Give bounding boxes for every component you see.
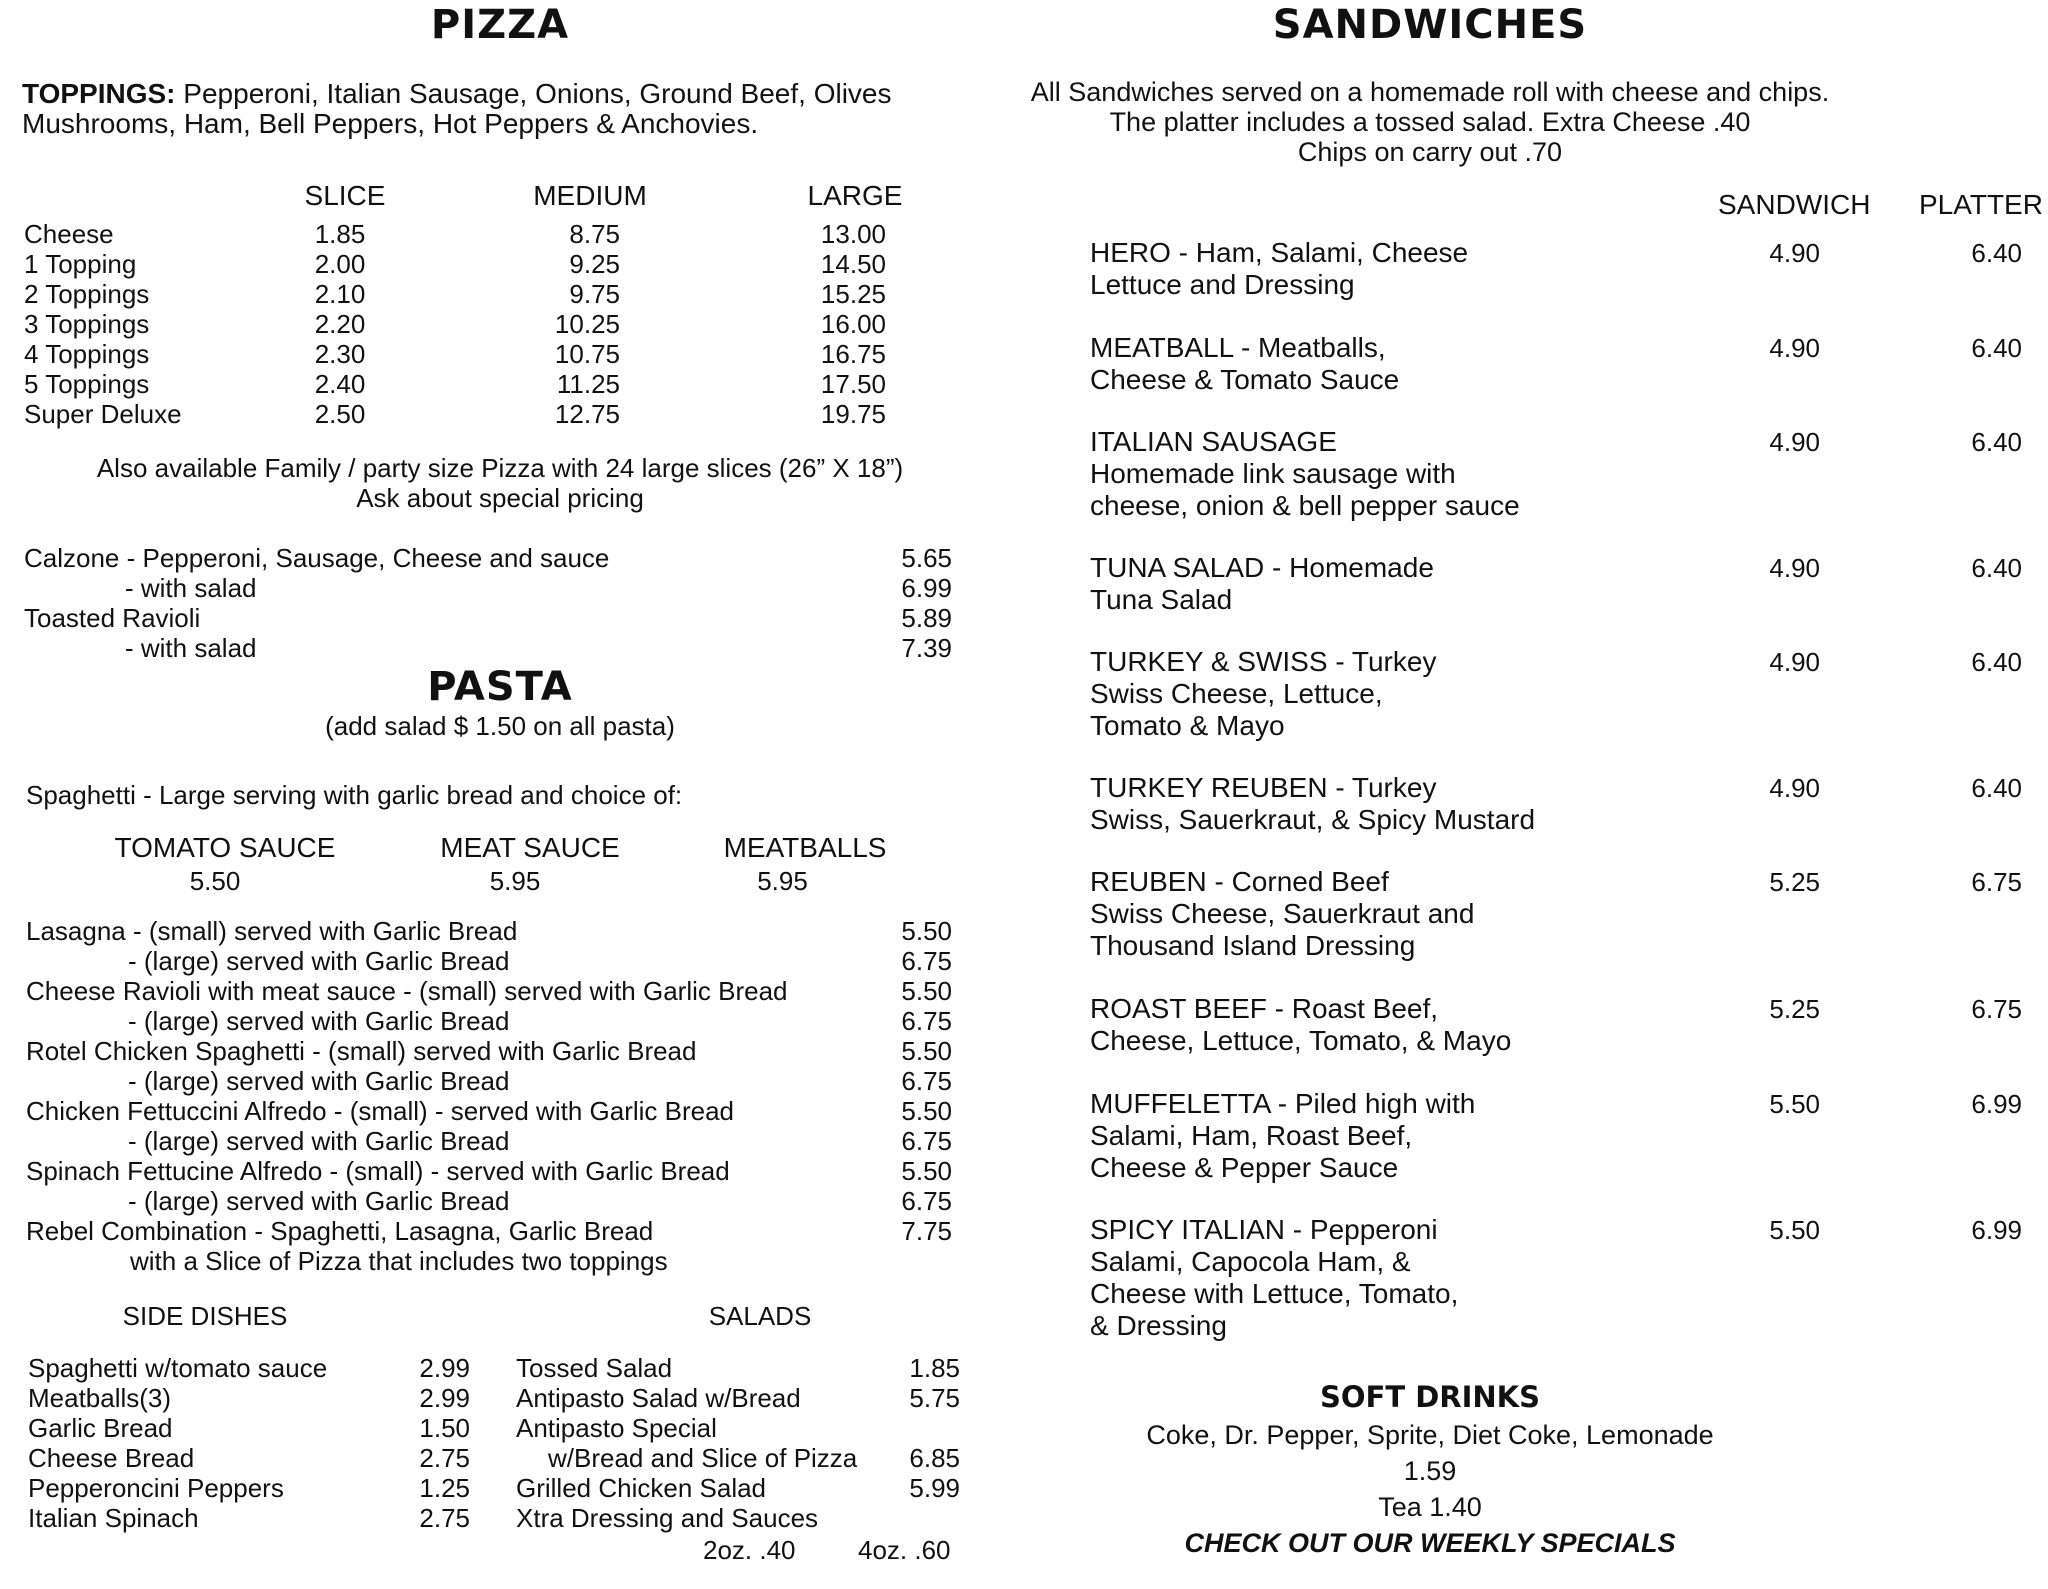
platter-price: 6.40 [1971, 238, 2022, 268]
soft-drinks-price: 1.59 [1403, 1456, 1457, 1486]
sandwich-line: SPICY ITALIAN - Pepperoni [1090, 1214, 1438, 1245]
pizza-medium-price: 10.25 [554, 309, 620, 339]
col-sandwich-header: SANDWICH [1718, 189, 1871, 220]
pasta-price: 6.75 [901, 1066, 952, 1096]
platter-price: 6.40 [1971, 553, 2022, 583]
side-dish-name: Meatballs(3) [28, 1383, 172, 1413]
pizza-large-price: 16.75 [820, 339, 886, 369]
platter-price: 6.40 [1971, 427, 2022, 457]
extra-item: Toasted Ravioli [24, 603, 201, 633]
platter-price: 6.40 [1971, 333, 2022, 363]
sauce-name: TOMATO SAUCE [114, 832, 336, 863]
sandwich-item [1090, 1214, 1458, 1342]
pizza-slice-price: 2.30 [314, 339, 366, 369]
pasta-item: Cheese Ravioli with meat sauce - (small) served with Garlic Bread [26, 976, 788, 1006]
sandwich-price: 5.25 [1769, 867, 1820, 897]
pizza-large-price: 17.50 [820, 369, 886, 399]
pizza-row-name: 4 Toppings [24, 339, 150, 369]
pasta-price: 6.75 [901, 1006, 952, 1036]
pizza-row-name: 1 Topping [24, 249, 137, 279]
side-dish-price: 2.75 [419, 1503, 470, 1533]
sandwich-line: Thousand Island Dressing [1090, 930, 1416, 961]
pizza-title: PIZZA [430, 2, 570, 48]
toppings-line-1 [22, 78, 892, 110]
pasta-item: - (large) served with Garlic Bread [128, 1066, 510, 1096]
pizza-slice-price: 2.50 [314, 399, 366, 429]
toppings-list-1: Pepperoni, Italian Sausage, Onions, Ground Beef, Olives [183, 78, 892, 109]
pizza-large-price: 16.00 [820, 309, 886, 339]
pizza-row-name: 5 Toppings [24, 369, 150, 399]
sandwich-price: 4.90 [1769, 333, 1820, 363]
pasta-item: Rotel Chicken Spaghetti - (small) served with Garlic Bread [26, 1036, 697, 1066]
tea-price: Tea 1.40 [1378, 1492, 1482, 1522]
sandwich-item [1090, 646, 1436, 742]
pizza-slice-price: 2.40 [314, 369, 366, 399]
sandwiches-intro-1: All Sandwiches served on a homemade roll with cheese and chips. [1030, 77, 1830, 107]
salad-names [516, 1353, 857, 1533]
pasta-price: 6.75 [901, 1126, 952, 1156]
pizza-medium-price: 9.75 [569, 279, 620, 309]
pizza-col-medium: MEDIUM [533, 180, 647, 211]
sandwich-line: ROAST BEEF - Roast Beef, [1090, 993, 1439, 1024]
pasta-subtitle: (add salad $ 1.50 on all pasta) [325, 711, 675, 741]
sandwich-line: Cheese & Pepper Sauce [1090, 1152, 1399, 1183]
pasta-item: - (large) served with Garlic Bread [128, 1006, 510, 1036]
sandwich-line: Cheese & Tomato Sauce [1090, 364, 1400, 395]
pizza-row-name: 3 Toppings [24, 309, 150, 339]
salad-name: Antipasto Special [516, 1413, 717, 1443]
pasta-item: - (large) served with Garlic Bread [128, 1126, 510, 1156]
pizza-col-slice: SLICE [304, 180, 386, 211]
sandwich-item [1090, 552, 1434, 616]
sandwich-price: 5.50 [1769, 1215, 1820, 1245]
side-dish-price: 1.50 [419, 1413, 470, 1443]
sandwich-line: TURKEY & SWISS - Turkey [1090, 646, 1437, 677]
pizza-medium-price: 10.75 [554, 339, 620, 369]
pizza-medium-price: 8.75 [569, 219, 620, 249]
side-dish-name: Pepperoncini Peppers [28, 1473, 284, 1503]
pizza-large-prices [786, 219, 886, 429]
side-dish-price: 1.25 [419, 1473, 470, 1503]
platter-price: 6.99 [1971, 1215, 2022, 1245]
sandwich-item [1090, 1088, 1475, 1184]
sandwich-price: 5.25 [1769, 994, 1820, 1024]
sandwich-line: Swiss, Sauerkraut, & Spicy Mustard [1090, 804, 1536, 835]
family-size-note: Also available Family / party size Pizza with 24 large slices (26” X 18”) [96, 453, 904, 483]
sandwich-price: 4.90 [1769, 647, 1820, 677]
platter-price: 6.99 [1971, 1089, 2022, 1119]
sandwich-item [1090, 866, 1474, 962]
pasta-price: 7.75 [901, 1216, 952, 1246]
extra-item: Calzone - Pepperoni, Sausage, Cheese and sauce [24, 543, 610, 573]
sandwich-line: MEATBALL - Meatballs, [1090, 332, 1386, 363]
sauce-price: 5.50 [189, 866, 241, 896]
sauce-price: 5.95 [757, 866, 808, 896]
salad-price: 5.75 [909, 1383, 960, 1413]
pasta-price: 5.50 [901, 1156, 952, 1186]
extra-price: 5.65 [901, 543, 952, 573]
pasta-item: Chicken Fettuccini Alfredo - (small) - served with Garlic Bread [26, 1096, 735, 1126]
platter-price: 6.40 [1971, 773, 2022, 803]
sandwich-line: Homemade link sausage with [1090, 458, 1456, 489]
pasta-item: Spinach Fettucine Alfredo - (small) - served with Garlic Bread [26, 1156, 730, 1186]
pizza-large-price: 19.75 [820, 399, 886, 429]
pasta-price: 5.50 [901, 916, 952, 946]
side-dish-name: Spaghetti w/tomato sauce [28, 1353, 328, 1383]
salads-title: SALADS [708, 1301, 812, 1331]
sandwich-line: MUFFELETTA - Piled high with [1090, 1088, 1476, 1119]
extra-price: 5.89 [901, 603, 952, 633]
weekly-specials: CHECK OUT OUR WEEKLY SPECIALS [1184, 1528, 1676, 1558]
sandwich-item [1090, 772, 1535, 836]
platter-price: 6.75 [1971, 867, 2022, 897]
sandwich-line: Lettuce and Dressing [1090, 269, 1355, 300]
sandwich-item [1090, 332, 1399, 396]
sandwich-line: Salami, Ham, Roast Beef, [1090, 1120, 1413, 1151]
extra-item: - with salad [125, 573, 257, 603]
sandwich-line: Swiss Cheese, Lettuce, [1090, 678, 1383, 709]
salad-name: Tossed Salad [516, 1353, 673, 1383]
sandwich-line: Tuna Salad [1090, 584, 1233, 615]
sandwich-line: TURKEY REUBEN - Turkey [1090, 772, 1437, 803]
sandwich-price: 5.50 [1769, 1089, 1820, 1119]
sandwiches-title: SANDWICHES [1272, 2, 1588, 48]
pizza-medium-price: 11.25 [556, 369, 620, 399]
sandwich-item [1090, 426, 1520, 522]
salad-price: 5.99 [909, 1473, 960, 1503]
salad-name: Antipasto Salad w/Bread [516, 1383, 801, 1413]
pizza-row-name: Super Deluxe [24, 399, 182, 429]
sauce-name: MEAT SAUCE [440, 832, 620, 863]
sandwich-line: Swiss Cheese, Sauerkraut and [1090, 898, 1475, 929]
salad-name: Grilled Chicken Salad [516, 1473, 767, 1503]
salad-price: 1.85 [909, 1353, 960, 1383]
pasta-price: 5.50 [901, 1096, 952, 1126]
sauce-price: 5.95 [489, 866, 541, 896]
sandwich-line: ITALIAN SAUSAGE [1090, 426, 1337, 457]
spaghetti-intro: Spaghetti - Large serving with garlic bread and choice of: [26, 780, 683, 810]
toppings-label: TOPPINGS: [22, 78, 176, 109]
pizza-medium-price: 9.25 [569, 249, 620, 279]
sandwich-item [1090, 993, 1511, 1057]
salad-price: 6.85 [909, 1443, 960, 1473]
pasta-item: Lasagna - (small) served with Garlic Bread [26, 916, 518, 946]
soft-drinks-list: Coke, Dr. Pepper, Sprite, Diet Coke, Lemonade [1146, 1420, 1714, 1450]
pasta-item: - (large) served with Garlic Bread [128, 1186, 510, 1216]
side-dish-name: Garlic Bread [28, 1413, 173, 1443]
pizza-slice-price: 1.85 [314, 219, 366, 249]
pasta-title: PASTA [427, 664, 573, 710]
side-dish-name: Italian Spinach [28, 1503, 199, 1533]
dressing-2oz: 2oz. .40 [703, 1535, 796, 1565]
pasta-price: 6.75 [901, 946, 952, 976]
pasta-price: 6.75 [901, 1186, 952, 1216]
extra-price: 7.39 [901, 633, 952, 663]
pizza-slice-price: 2.00 [314, 249, 366, 279]
pizza-large-price: 15.25 [820, 279, 886, 309]
pizza-large-price: 13.00 [820, 219, 886, 249]
pizza-slice-price: 2.10 [314, 279, 366, 309]
soft-drinks-title: SOFT DRINKS [1319, 1380, 1541, 1414]
sandwich-price: 4.90 [1769, 773, 1820, 803]
pizza-row-name: 2 Toppings [24, 279, 150, 309]
platter-price: 6.75 [1971, 994, 2022, 1024]
sandwich-line: HERO - Ham, Salami, Cheese [1090, 237, 1469, 268]
pasta-price: 5.50 [901, 1036, 952, 1066]
sandwich-price: 4.90 [1769, 553, 1820, 583]
family-size-pricing: Ask about special pricing [356, 483, 644, 513]
sandwich-price: 4.90 [1769, 238, 1820, 268]
sandwich-line: Tomato & Mayo [1090, 710, 1285, 741]
pizza-large-price: 14.50 [820, 249, 886, 279]
sandwiches-intro-3: Chips on carry out .70 [1297, 137, 1563, 167]
side-dishes-title: SIDE DISHES [122, 1301, 288, 1331]
sandwich-item [1090, 237, 1468, 301]
pizza-row-name: Cheese [24, 219, 114, 249]
dressing-4oz: 4oz. .60 [858, 1535, 951, 1565]
pizza-row-names [24, 219, 182, 429]
side-dish-price: 2.99 [419, 1353, 470, 1383]
pasta-item: Rebel Combination - Spaghetti, Lasagna, Garlic Bread [26, 1216, 654, 1246]
side-dish-prices [385, 1353, 470, 1533]
col-platter-header: PLATTER [1919, 189, 2043, 220]
sauce-name: MEATBALLS [723, 832, 887, 863]
platter-price: 6.40 [1971, 647, 2022, 677]
pizza-medium-price: 12.75 [554, 399, 620, 429]
sandwich-line: cheese, onion & bell pepper sauce [1090, 490, 1520, 521]
pasta-item: - (large) served with Garlic Bread [128, 946, 510, 976]
salad-name: w/Bread and Slice of Pizza [548, 1443, 858, 1473]
pasta-price: 5.50 [901, 976, 952, 1006]
salad-name: Xtra Dressing and Sauces [516, 1503, 819, 1533]
side-dish-name: Cheese Bread [28, 1443, 195, 1473]
pizza-slice-prices [300, 219, 380, 429]
pizza-slice-price: 2.20 [314, 309, 366, 339]
sandwich-line: TUNA SALAD - Homemade [1090, 552, 1434, 583]
side-dish-names [28, 1353, 327, 1533]
sandwiches-intro-2: The platter includes a tossed salad. Extra Cheese .40 [1109, 107, 1751, 137]
extra-item: - with salad [125, 633, 257, 663]
sandwich-line: REUBEN - Corned Beef [1090, 866, 1389, 897]
sandwich-line: & Dressing [1090, 1310, 1227, 1341]
extra-price: 6.99 [901, 573, 952, 603]
sandwich-line: Cheese with Lettuce, Tomato, [1090, 1278, 1459, 1309]
toppings-line-2: Mushrooms, Ham, Bell Peppers, Hot Peppers & Anchovies. [22, 108, 759, 139]
pizza-col-large: LARGE [807, 180, 903, 211]
sandwich-line: Salami, Capocola Ham, & [1090, 1246, 1411, 1277]
pasta-item: with a Slice of Pizza that includes two toppings [130, 1246, 668, 1276]
side-dish-price: 2.75 [419, 1443, 470, 1473]
side-dish-price: 2.99 [419, 1383, 470, 1413]
sandwich-line: Cheese, Lettuce, Tomato, & Mayo [1090, 1025, 1512, 1056]
pizza-medium-prices [520, 219, 620, 429]
sandwich-price: 4.90 [1769, 427, 1820, 457]
